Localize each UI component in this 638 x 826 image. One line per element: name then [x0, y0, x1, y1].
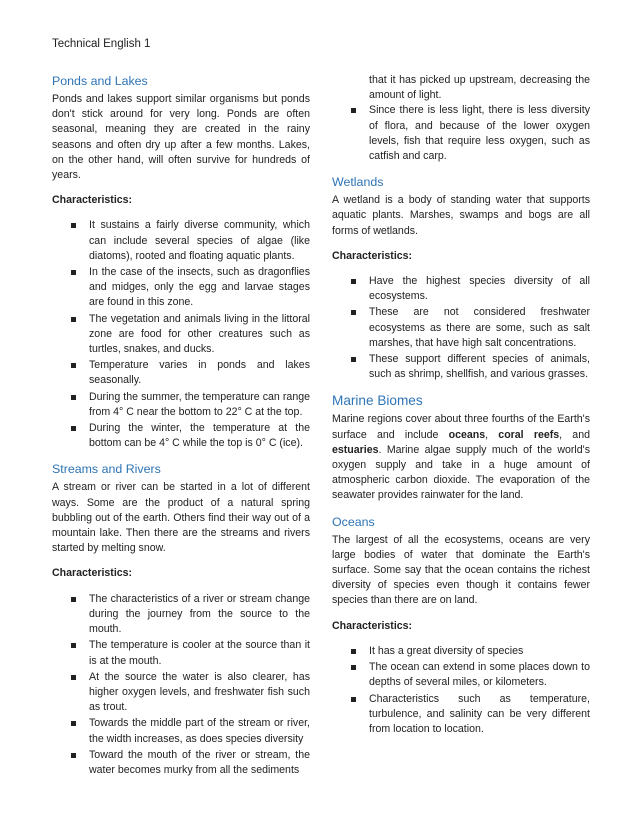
wetlands-heading: Wetlands: [332, 175, 384, 190]
list-item-text: The characteristics of a river or stream change during the journey from the source to the mouth.: [89, 592, 310, 636]
bullet-icon: [351, 697, 356, 702]
page-header: Technical English 1: [52, 38, 151, 50]
ponds-heading: Ponds and Lakes: [52, 74, 148, 88]
section-ponds-lakes: [52, 73, 310, 451]
list-item: [52, 390, 310, 420]
list-item: [52, 358, 310, 388]
marine-text-b: . Marine algae supply much of the world's oxygen supply and take in a huge amount of atmospheric carbon dioxide. The evaporation of the seawater provides rainwater for the land.: [332, 443, 590, 502]
list-item: [52, 218, 310, 264]
oceans-heading: Oceans: [332, 514, 375, 529]
list-item-text: The ocean can extend in some places down to depths of several miles, or kilometers.: [369, 661, 590, 689]
bullet-icon: [351, 310, 356, 315]
list-item-text: It sustains a fairly diverse community, which can include several species of algae (like diatoms), rooted and floating aquatic plants.: [89, 219, 310, 262]
list-item-text: Towards the middle part of the stream or river, the width increases, as does species diversity: [89, 717, 310, 745]
bullet-icon: [71, 753, 76, 758]
streams-paragraph: A stream or river can be started in a lot of different ways. Some are the product of a natural spring bubbling out of the earth. Others find their way out of a mountain lake. Then there are the streams and rivers started by melting snow.: [52, 481, 310, 555]
marine-sep-1: ,: [485, 428, 499, 441]
bullet-icon: [71, 675, 76, 680]
list-item: [332, 352, 590, 382]
streams-heading: Streams and Rivers: [52, 462, 161, 477]
ponds-paragraph: Ponds and lakes support similar organisms but ponds don't stick around for very long. Ponds are often seasonal, meaning they are created in the rainy seasons and often dry up after a few months. Lakes, on the other hand, will often survive for hundreds of years.: [52, 93, 310, 182]
bullet-icon: [71, 223, 76, 228]
bullet-icon: [351, 357, 356, 362]
list-item-text: During the winter, the temperature at the bottom can be 4° C while the top is 0° C (ice).: [89, 422, 310, 450]
marine-heading: Marine Biomes: [332, 393, 423, 409]
list-item: [52, 748, 310, 778]
right-column: [332, 73, 590, 747]
list-item-text: During the summer, the temperature can range from 4° C near the bottom to 22° C at the top.: [89, 390, 310, 418]
section-streams-continued: [332, 73, 590, 164]
bullet-icon: [71, 317, 76, 322]
list-item-text: At the source the water is also clearer, has higher oxygen levels, and freshwater fish such as trout.: [89, 670, 310, 714]
list-item-text: Since there is less light, there is less diversity of flora, and because of the lower oxygen levels, fish that require less oxygen, such as catfish and carp.: [369, 104, 590, 163]
ponds-list: [52, 218, 310, 451]
bullet-icon: [71, 721, 76, 726]
list-item: [332, 660, 590, 690]
streams-list-continued: [332, 103, 590, 164]
list-item: [332, 103, 590, 164]
wetlands-list: [332, 274, 590, 382]
list-item: [52, 638, 310, 668]
list-item-text: It has a great diversity of species: [369, 644, 524, 657]
bullet-icon: [71, 395, 76, 400]
list-item: [332, 274, 590, 304]
list-item: [52, 421, 310, 451]
list-item-text: Toward the mouth of the river or stream, the water becomes murky from all the sediments: [89, 748, 310, 776]
marine-paragraph: [332, 412, 590, 503]
marine-text-a: Marine regions cover about three fourths of the Earth's surface and include: [332, 413, 590, 441]
list-item-text: Have the highest species diversity of all ecosystems.: [369, 275, 590, 303]
bullet-icon: [351, 649, 356, 654]
marine-oceans-term: oceans: [448, 428, 486, 441]
section-marine-biomes: [332, 392, 590, 503]
marine-estuaries-term: estuaries: [332, 443, 379, 456]
list-item-text: The temperature is cooler at the source than it is at the mouth.: [89, 639, 310, 667]
list-item-text: Characteristics such as temperature, turbulence, and salinity can be very different from location to location.: [369, 692, 590, 735]
ponds-characteristics-label: Characteristics:: [52, 194, 133, 207]
bullet-icon: [71, 597, 76, 602]
wetlands-characteristics-label: Characteristics:: [332, 249, 413, 262]
list-item: [332, 305, 590, 351]
list-item-text: Temperature varies in ponds and lakes seasonally.: [89, 359, 310, 387]
bullet-icon: [71, 270, 76, 275]
oceans-list: [332, 644, 590, 737]
list-item: [52, 312, 310, 358]
wetlands-paragraph: A wetland is a body of standing water that supports aquatic plants. Marshes, swamps and bogs are all forms of wetlands.: [332, 194, 590, 237]
oceans-characteristics-label: Characteristics:: [332, 619, 413, 632]
streams-item-continuation: that it has picked up upstream, decreasing the amount of light.: [369, 74, 590, 102]
list-item-text: These support different species of animals, such as shrimp, shellfish, and various grasses.: [369, 353, 590, 381]
bullet-icon: [351, 279, 356, 284]
list-item-text: In the case of the insects, such as dragonflies and midges, only the egg and larvae stages are found in this zone.: [89, 266, 310, 309]
bullet-icon: [71, 426, 76, 431]
bullet-icon: [351, 665, 356, 670]
oceans-paragraph: The largest of all the ecosystems, oceans are very large bodies of water that dominate the Earth's surface. Some say that the ocean contains the richest diversity of species even though it contains fewer species than there are on land.: [332, 533, 590, 607]
streams-list: [52, 592, 310, 778]
list-item-text: The vegetation and animals living in the littoral zone are food for other creatures such as turtles, snakes, and ducks.: [89, 312, 310, 356]
bullet-icon: [71, 363, 76, 368]
section-oceans: [332, 514, 590, 737]
list-item: [332, 644, 590, 659]
section-wetlands: [332, 174, 590, 382]
bullet-icon: [351, 108, 356, 113]
streams-characteristics-label: Characteristics:: [52, 567, 133, 580]
section-streams-rivers: [52, 461, 310, 778]
marine-sep-2: , and: [559, 428, 590, 441]
list-item: [332, 692, 590, 738]
list-item: [52, 670, 310, 716]
list-item: [52, 592, 310, 638]
list-item: [52, 265, 310, 311]
bullet-icon: [71, 643, 76, 648]
marine-reefs-term: coral reefs: [498, 428, 560, 441]
list-item: [52, 716, 310, 746]
list-item-text: These are not considered freshwater ecosystems as there are some, such as salt marshes, that have high salt concentrations.: [369, 306, 590, 349]
left-column: [52, 73, 310, 788]
